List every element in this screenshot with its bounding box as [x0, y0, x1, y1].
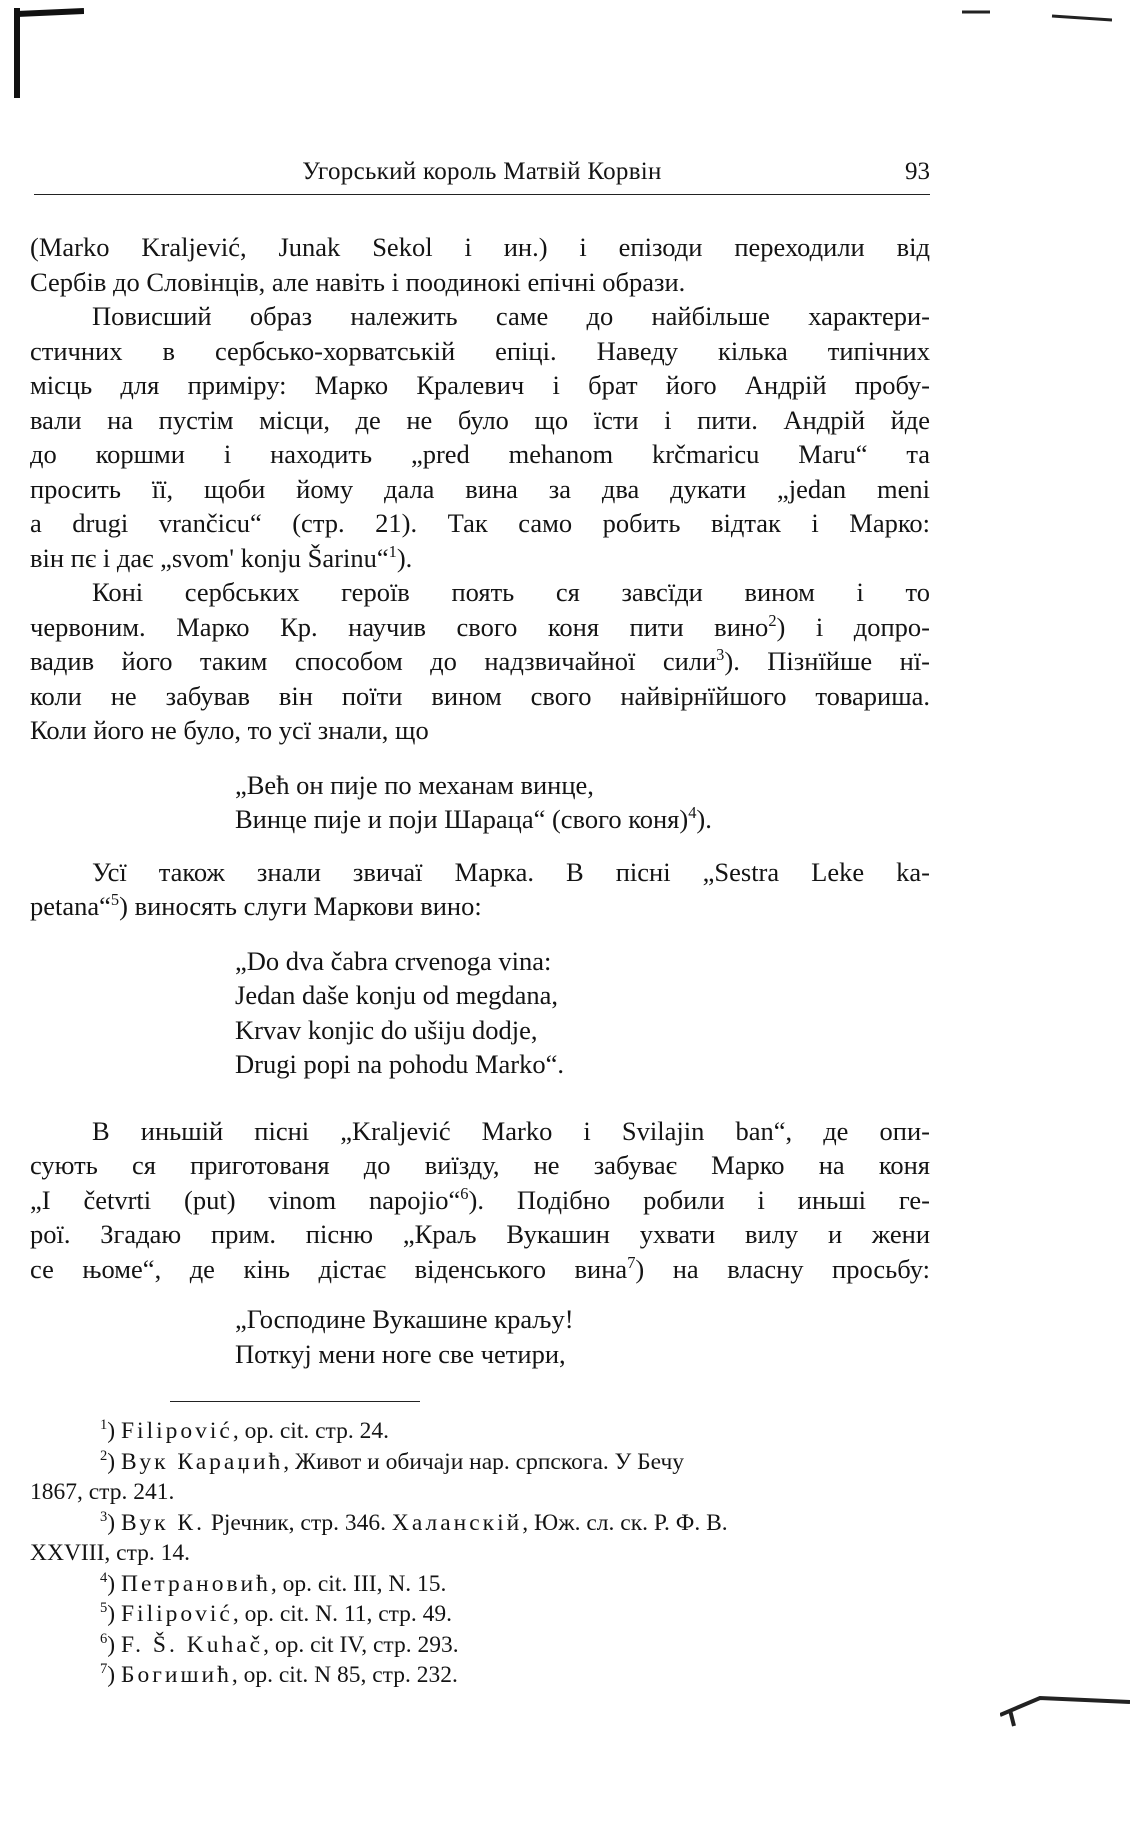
text-line: рої. Згадаю прим. пісню „Краљ Вукашин ухвати вилу и жени	[30, 1219, 930, 1249]
footnote-ref: 4	[688, 803, 697, 823]
footnotes	[30, 1416, 930, 1691]
page-number: 93	[905, 158, 930, 185]
verse-line: „Do dva čabra crvenoga vina:	[235, 945, 552, 976]
verse-line: „Beћ он пије по механам винце,	[235, 769, 594, 800]
footnote-item: $^2$) Вук Караџић, Живот и обичаји нар. српскога. У Бечу	[100, 1447, 685, 1475]
footnote-ref: 5	[110, 890, 120, 910]
text-line: Коні сербських героїв поять ся завсїди вином і то	[92, 577, 930, 607]
verse-quote	[235, 1302, 930, 1371]
text-line: a drugi vrančicu“ (стр. 21). Так само робить відтак і Марко:	[30, 508, 930, 538]
verse-quote	[235, 768, 930, 837]
verse-line: Винце пије и поји Шараца“ (свого коня)$^4$).	[235, 803, 712, 834]
text-line: вали на пустім місци, де не було що їсти і пити. Андрій йде	[30, 404, 930, 435]
running-head	[34, 158, 930, 195]
footnote-item: $^4$) Петрановић, op. cit. III, N. 15.	[100, 1569, 447, 1597]
verse-line: Поткуј мени ноге све четири,	[235, 1338, 566, 1369]
verse-line: „Господине Вукашине краљу!	[235, 1304, 574, 1334]
text-line: вадив його таким способом до надзвичайної сили$^3$). Пізнїйше нї-	[30, 645, 930, 676]
text-line: Сербів до Словінців, але навіть і поодинокі епічні образи.	[30, 266, 686, 297]
text-line: до коршми і находить „pred mehanom krčmaricu Maru“ та	[30, 439, 930, 469]
footnote-continuation: 1867, стр. 241.	[30, 1479, 175, 1505]
scan-edge-mark-bottom-right	[1000, 1690, 1130, 1730]
footnote-ref: 2	[768, 610, 777, 630]
verse-line: Krvav konjic do ušiju dodje,	[235, 1014, 538, 1045]
text-line: (Marko Kraljević, Junak Sekol і ин.) і епізоди переходили від	[30, 232, 930, 262]
verse-line: Jedan daše konju od megdana,	[235, 980, 559, 1010]
footnote-item: $^6$) F. Š. Kuhač, op. cit IV, стр. 293.	[100, 1630, 459, 1658]
footnote-rule	[170, 1401, 420, 1402]
footnote-item: $^5$) Filipović, op. cit. N. 11, стр. 49.	[100, 1600, 453, 1627]
footnote-ref: 6	[460, 1183, 469, 1203]
text-line: „I četvrti (put) vinom napojio“$^6$). Подібно робили і иньші ге-	[30, 1183, 930, 1215]
text-line: він пє і дає „svom' konju Šarinu“$^1$).	[30, 541, 413, 573]
text-line: Усї також знали звичаї Марка. В пісні „Sestra Leke ka-	[92, 856, 930, 887]
verse-quote	[235, 944, 930, 1082]
text-line: стичних в сербсько-хорватській епіці. Наведу кілька типічних	[30, 335, 930, 366]
text-line: petana“$^5$) виносять слуги Маркови вино:	[30, 890, 482, 921]
footnote-continuation: XXVIII, стр. 14.	[30, 1540, 191, 1566]
scan-edge-mark-top-right	[962, 8, 1112, 28]
text-line: Повисший образ належить саме до найбільше характери-	[92, 301, 930, 331]
text-line: се њоме“, де кінь дістає віденського вина$^7$) на власну просьбу:	[30, 1252, 930, 1284]
footnote-item: $^7$) Богишић, op. cit. N 85, стр. 232.	[100, 1661, 458, 1688]
text-line: В иньшій пісні „Kraljević Marko i Svilajin ban“, де опи-	[92, 1115, 930, 1146]
text-line: червоним. Марко Кр. научив свого коня пити вино$^2$) і допро-	[30, 610, 930, 642]
footnote-ref: 1	[388, 541, 397, 561]
text-line: місць для приміру: Марко Кралевич і брат його Андрій пробу-	[30, 370, 930, 400]
footnote-ref: 3	[716, 645, 725, 665]
footnote-ref: 7	[627, 1252, 636, 1272]
text-line: сують ся приготованя до виїзду, не забуває Марко на коня	[30, 1150, 930, 1180]
body-text	[30, 230, 930, 1691]
scan-edge-mark-top-left	[14, 8, 84, 98]
footnote-item: $^1$) Filipović, op. cit. стр. 24.	[100, 1417, 389, 1444]
footnote-item: $^3$) Вук К. Рјечник, стр. 346. Халанскій, Юж. сл. ск. Р. Ф. В.	[100, 1508, 728, 1536]
text-line: просить її, щоби йому дала вина за два дукати „jedan meni	[30, 473, 930, 504]
verse-line: Drugi popi na pohodu Marko“.	[235, 1049, 564, 1079]
running-title: Угорський король Матвій Корвін	[302, 158, 662, 185]
text-line: коли не забував він поїти вином свого найвірнїйшого товариша.	[30, 680, 930, 711]
text-line: Коли його не було, то усї знали, що	[30, 715, 429, 745]
